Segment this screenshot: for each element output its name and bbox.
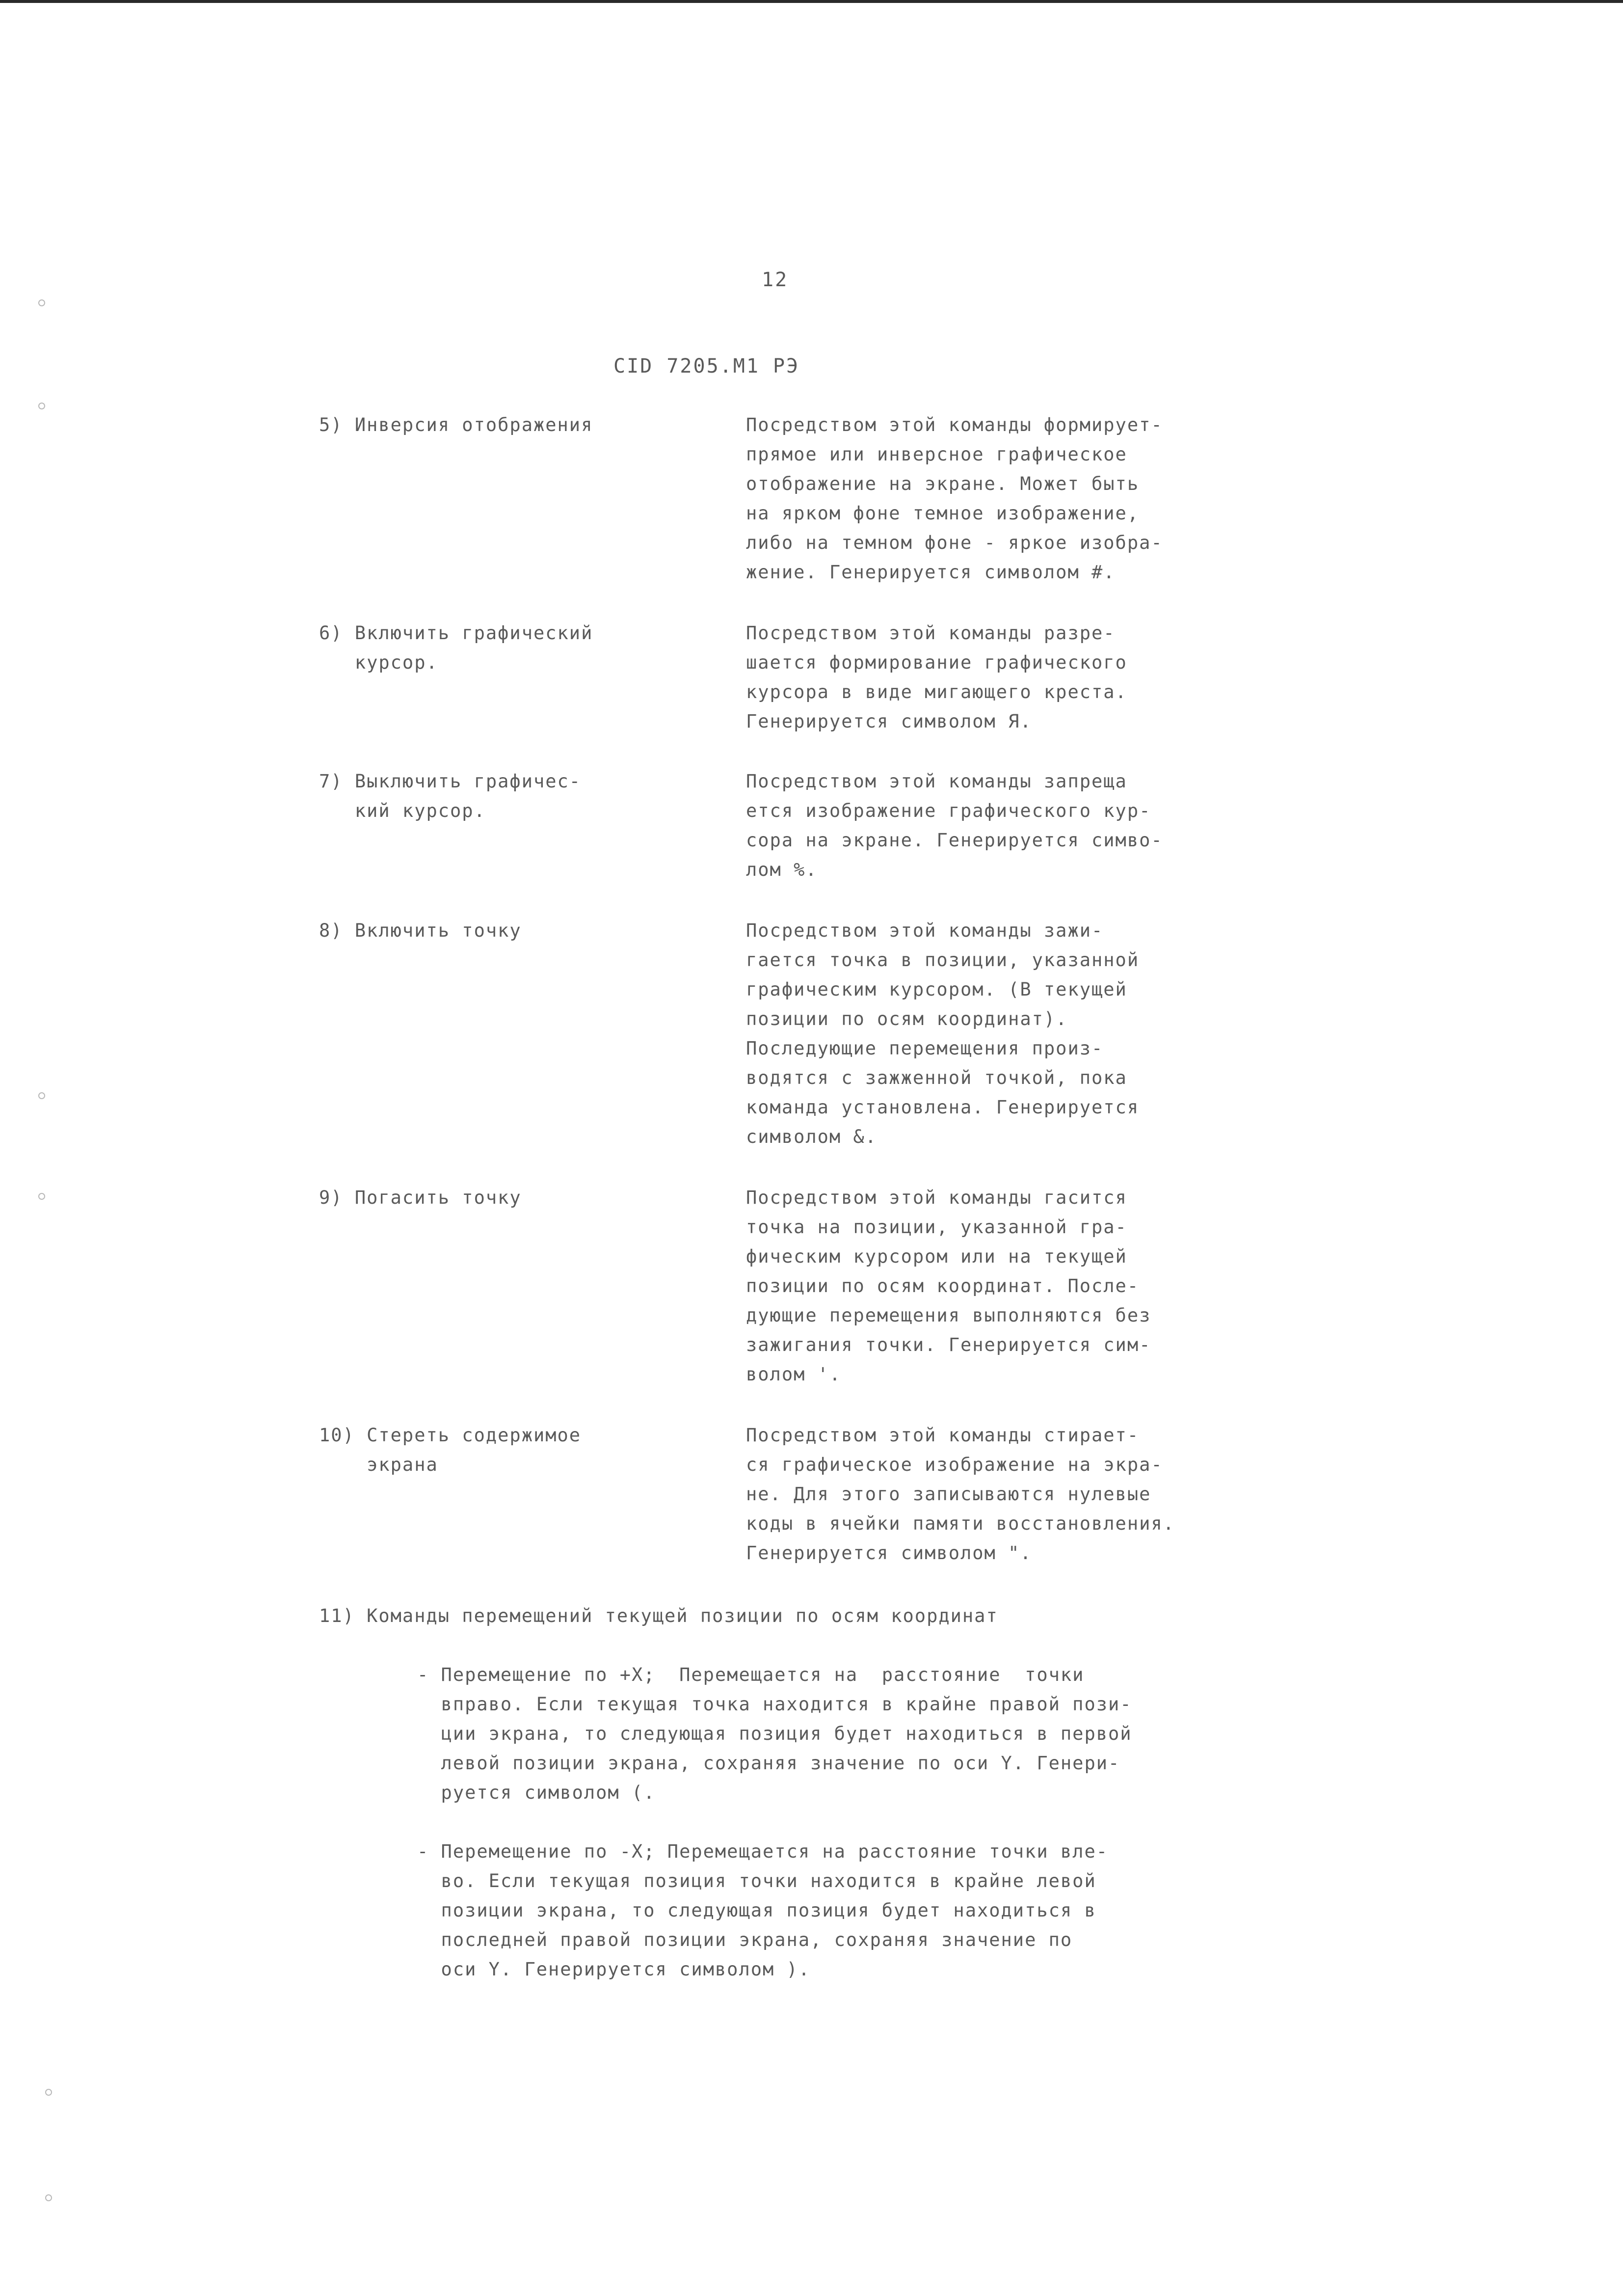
margin-mark [38, 1193, 45, 1200]
item-desc-line: жение. Генерируется символом #. [746, 562, 1116, 583]
bullet-line: во. Если текущая позиция точки находится в крайне левой [417, 1870, 1096, 1891]
item-desc-line: Посредством этой команды запреща [746, 771, 1127, 792]
bullet-line: - Перемещение по -X; Перемещается на расстояние точки вле- [417, 1841, 1109, 1862]
item-label: 8) Включить точку [319, 920, 522, 941]
item-desc-line: позиции по осям координат. После- [746, 1275, 1140, 1297]
item-desc-line: шается формирование графического [746, 652, 1127, 673]
bullet-line: последней правой позиции экрана, сохраняя значение по [417, 1929, 1073, 1950]
item-desc-line: Последующие перемещения произ- [746, 1038, 1104, 1059]
item-desc-line: коды в ячейки памяти восстановления. [746, 1513, 1175, 1534]
item-desc-line: гается точка в позиции, указанной [746, 949, 1140, 971]
item-label: 7) Выключить графичес- [319, 771, 582, 792]
item-desc-line: зажигания точки. Генерируется сим- [746, 1334, 1151, 1355]
item-desc-line: Генерируется символом ". [746, 1542, 1032, 1564]
bullet-line: оси Y. Генерируется символом ). [417, 1959, 811, 1980]
item-desc-line: команда установлена. Генерируется [746, 1097, 1140, 1118]
item-desc-line: Посредством этой команды гасится [746, 1187, 1127, 1208]
item-desc-line: точка на позиции, указанной гра- [746, 1216, 1127, 1238]
item-desc-line: на ярком фоне темное изображение, [746, 503, 1140, 524]
bullet-line: левой позиции экрана, сохраняя значение по оси Y. Генери- [417, 1753, 1120, 1774]
item-label: 10) Стереть содержимое [319, 1425, 582, 1446]
margin-mark [38, 1092, 45, 1099]
item-desc-line: водятся с зажженной точкой, пока [746, 1067, 1127, 1088]
item-desc-line: сора на экране. Генерируется симво- [746, 830, 1163, 851]
item-desc-line: прямое или инверсное графическое [746, 444, 1127, 465]
item-desc-line: Генерируется символом Я. [746, 711, 1032, 732]
item-desc-line: позиции по осям координат). [746, 1008, 1068, 1029]
section-heading: 11) Команды перемещений текущей позиции по осям координат [319, 1605, 998, 1626]
bullet-line: ции экрана, то следующая позиция будет находиться в первой [417, 1723, 1132, 1744]
margin-mark [38, 403, 45, 409]
bullet-line: позиции экрана, то следующая позиция будет находиться в [417, 1900, 1096, 1921]
item-desc-line: Посредством этой команды зажи- [746, 920, 1104, 941]
item-desc-line: Посредством этой команды формирует- [746, 414, 1163, 435]
item-desc-line: графическим курсором. (В текущей [746, 979, 1127, 1000]
item-label: экрана [319, 1454, 438, 1475]
item-desc-line: не. Для этого записываются нулевые [746, 1484, 1151, 1505]
item-desc-line: Посредством этой команды стирает- [746, 1425, 1140, 1446]
item-desc-line: курсора в виде мигающего креста. [746, 681, 1127, 702]
item-label: кий курсор. [319, 800, 486, 821]
item-desc-line: ся графическое изображение на экра- [746, 1454, 1163, 1475]
item-desc-line: Посредством этой команды разре- [746, 622, 1116, 644]
item-desc-line: ется изображение графического кур- [746, 800, 1151, 821]
item-desc-line: волом '. [746, 1364, 842, 1385]
margin-mark [45, 2194, 52, 2201]
page-top-edge [0, 0, 1623, 3]
bullet-line: руется символом (. [417, 1782, 656, 1803]
item-label: 5) Инверсия отображения [319, 414, 593, 435]
item-label: курсор. [319, 652, 438, 673]
item-desc-line: фическим курсором или на текущей [746, 1246, 1127, 1267]
bullet-line: вправо. Если текущая точка находится в крайне правой пози- [417, 1694, 1132, 1715]
margin-mark [45, 2089, 52, 2096]
item-desc-line: дующие перемещения выполняются без [746, 1305, 1151, 1326]
item-desc-line: лом %. [746, 859, 818, 880]
document-code: CID 7205.M1 РЭ [613, 355, 800, 378]
page-number: 12 [762, 269, 789, 291]
bullet-line: - Перемещение по +X; Перемещается на расстояние точки [417, 1664, 1085, 1685]
item-desc-line: отображение на экране. Может быть [746, 473, 1140, 494]
item-desc-line: либо на темном фоне - яркое изобра- [746, 532, 1163, 553]
item-label: 6) Включить графический [319, 622, 593, 644]
margin-mark [38, 299, 45, 306]
item-desc-line: символом &. [746, 1126, 878, 1147]
item-label: 9) Погасить точку [319, 1187, 522, 1208]
